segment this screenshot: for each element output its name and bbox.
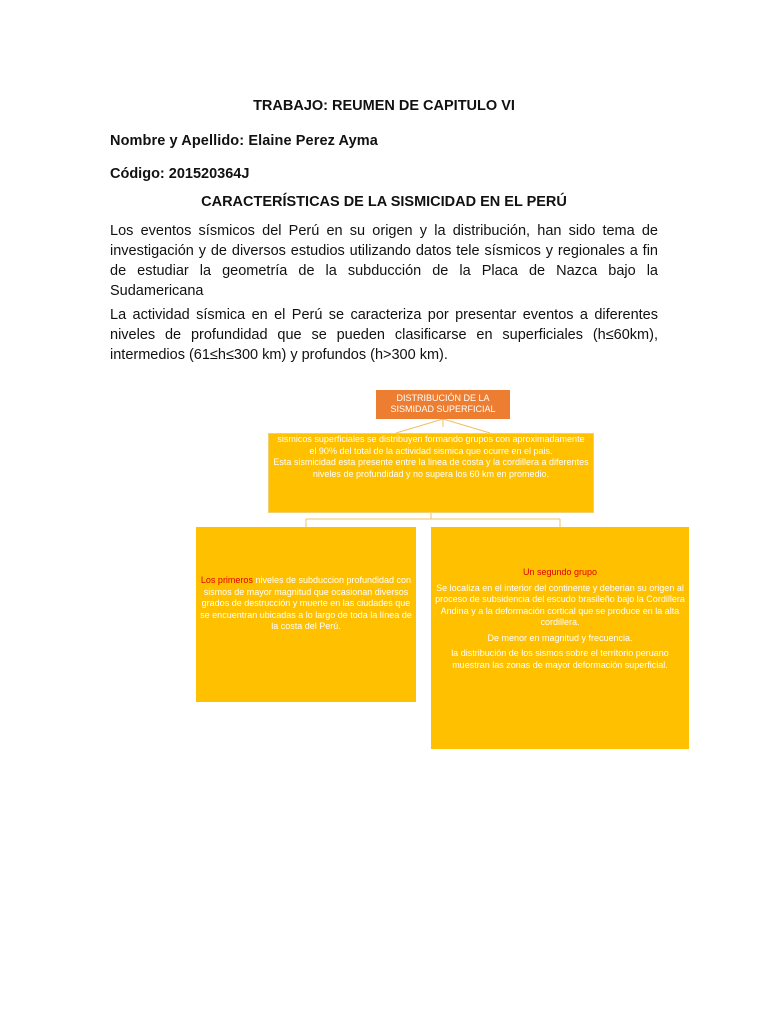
diagram-summary-box: [268, 433, 594, 513]
second-group-heading: Un segundo grupo: [522, 567, 598, 577]
paragraph-origin: Los eventos sísmicos del Perú en su origen y la distribución, han sido tema de investigación y de diversos estudios utilizando datos tele sísmicos y regionales a fin de estudiar la geometría de la subducción de la Placa de Nazca bajo la Sudamericana: [110, 223, 658, 299]
first-group-highlight: Los primeros: [200, 575, 253, 585]
section-title: CARACTERÍSTICAS DE LA SISMICIDAD EN EL PERÚ: [201, 194, 567, 210]
author-name: Nombre y Apellido: Elaine Perez Ayma: [110, 133, 378, 149]
paragraph-depth: La actividad sísmica en el Perú se caracteriza por presentar eventos a diferentes niveles de profundidad que se pueden clasificarse en superficiales (h≤60km), intermedios (61≤h≤300 km) y profundos (h>300 km).: [110, 307, 658, 363]
second-group-text-1: Se localiza en el interior del continente y deberian su origen al proceso de subsidencia del escudo brasileño bajo la Cordillera Andina y a la deformación cortical que se produce en la alta cordillera.: [435, 582, 685, 627]
diagram-first-group-box: [196, 527, 416, 702]
student-code: Código: 201520364J: [110, 166, 250, 182]
summary-line-1: sismicos superficiales se distribuyen formando grupos con aproximadamente el 90% del total de la actividad sismica que ocurre en el pais.: [277, 434, 585, 456]
document-title: TRABAJO: REUMEN DE CAPITULO VI: [253, 98, 515, 114]
diagram-root-box: DISTRIBUCIÓN DE LA SISMIDAD SUPERFICIAL: [376, 390, 510, 419]
second-group-text-2: De menor en magnitud y frecuencia.: [487, 632, 633, 643]
diagram-second-group-box: [431, 527, 689, 749]
first-group-text: niveles de subduccion profundidad con sismos de mayor magnitud que ocasionan diversos grados de destrucción y muerte en las ciudades que se encuentran ubicadas a lo largo de toda la línea de la costa del Perú.: [200, 575, 412, 631]
second-group-text-3: la distribución de los sismos sobre el territorio peruano muestran las zonas de mayor deformación superficial.: [451, 648, 669, 670]
summary-line-2: Esta sismicidad esta presente entre la linea de costa y la cordillera a diferentes niveles de profundidad y no supera los 60 km en promedio.: [273, 457, 589, 479]
